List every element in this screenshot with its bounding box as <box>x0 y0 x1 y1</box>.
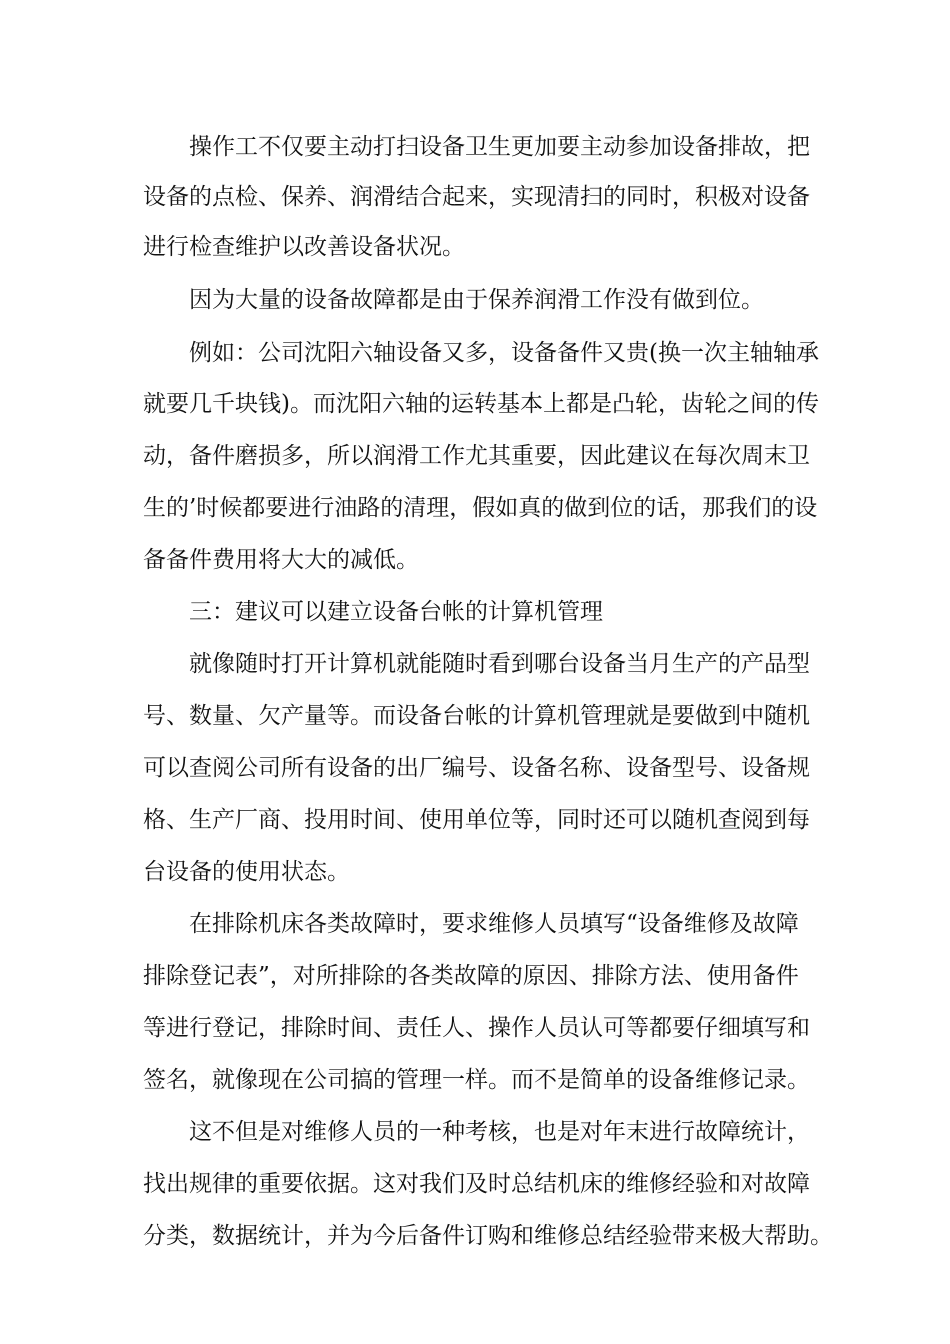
paragraph-4-line-2: 号、数量、欠产量等。而设备台帐的计算机管理就是要做到中随机 <box>143 703 810 729</box>
paragraph-3-line-3: 动，备件磨损多，所以润滑工作尤其重要，因此建议在每次周末卫 <box>143 443 810 469</box>
paragraph-3-line-2: 就要几千块钱)。而沈阳六轴的运转基本上都是凸轮，齿轮之间的传 <box>143 391 819 417</box>
paragraph-4-line-3: 可以查阅公司所有设备的出厂编号、设备名称、设备型号、设备规 <box>143 755 810 781</box>
paragraph-6-line-2: 找出规律的重要依据。这对我们及时总结机床的维修经验和对故障 <box>143 1171 810 1197</box>
paragraph-4-line-5: 台设备的使用状态。 <box>143 859 350 885</box>
paragraph-1-line-2: 设备的点检、保养、润滑结合起来，实现清扫的同时，积极对设备 <box>143 184 810 210</box>
paragraph-1-line-3: 进行检查维护以改善设备状况。 <box>143 234 465 260</box>
paragraph-3-line-5: 备备件费用将大大的减低。 <box>143 547 419 573</box>
paragraph-4-line-1: 就像随时打开计算机就能随时看到哪台设备当月生产的产品型 <box>189 651 810 677</box>
paragraph-3-line-4: 生的’时候都要进行油路的清理，假如真的做到位的话，那我们的设 <box>143 495 818 521</box>
paragraph-5-line-4: 签名，就像现在公司搞的管理一样。而不是简单的设备维修记录。 <box>143 1067 810 1093</box>
paragraph-2-line-1: 因为大量的设备故障都是由于保养润滑工作没有做到位。 <box>189 287 764 313</box>
paragraph-3-line-1: 例如：公司沈阳六轴设备又多，设备备件又贵(换一次主轴轴承 <box>189 340 819 366</box>
paragraph-1-line-1: 操作工不仅要主动打扫设备卫生更加要主动参加设备排故，把 <box>189 134 810 160</box>
paragraph-6-line-3: 分类，数据统计，并为今后备件订购和维修总结经验带来极大帮助。 <box>143 1223 833 1249</box>
paragraph-4-line-4: 格、生产厂商、投用时间、使用单位等，同时还可以随机查阅到每 <box>143 807 810 833</box>
paragraph-5-line-1: 在排除机床各类故障时，要求维修人员填写“设备维修及故障 <box>189 911 799 937</box>
paragraph-5-line-2: 排除登记表”，对所排除的各类故障的原因、排除方法、使用备件 <box>143 963 799 989</box>
paragraph-6-line-1: 这不但是对维修人员的一种考核，也是对年末进行故障统计， <box>189 1119 810 1145</box>
paragraph-5-line-3: 等进行登记，排除时间、责任人、操作人员认可等都要仔细填写和 <box>143 1015 810 1041</box>
section-heading: 三：建议可以建立设备台帐的计算机管理 <box>189 599 603 625</box>
